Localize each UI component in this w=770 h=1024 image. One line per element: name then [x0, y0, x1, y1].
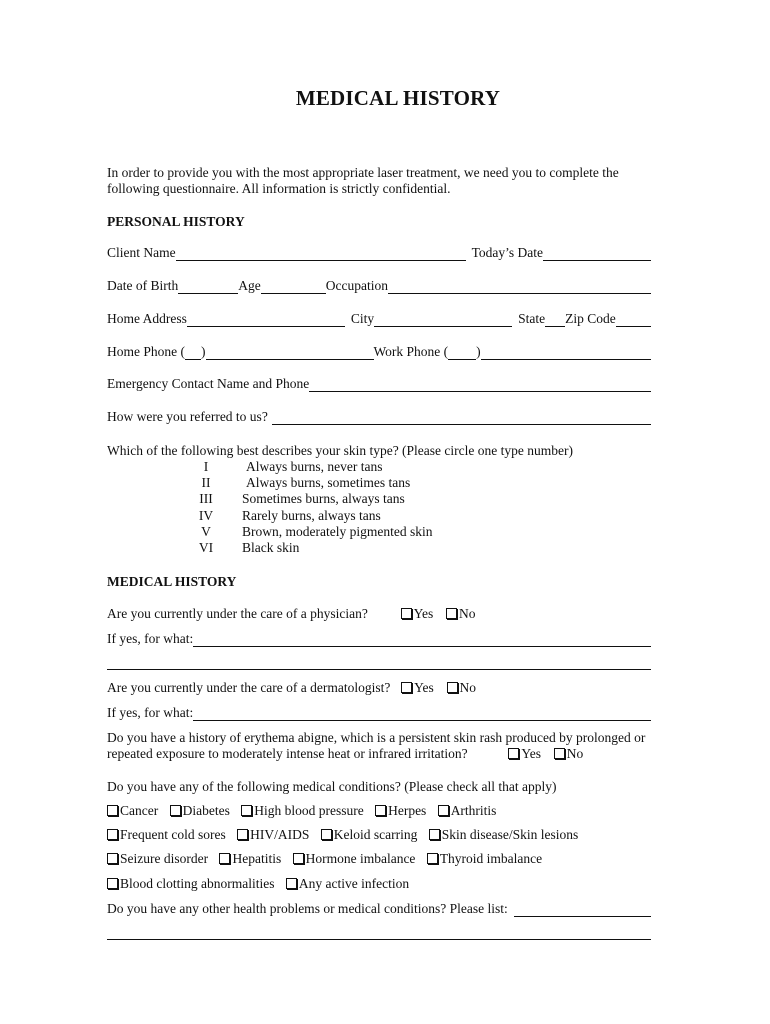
- condition-option[interactable]: [429, 827, 579, 843]
- condition-option[interactable]: [321, 827, 418, 843]
- home-phone-paren: ): [201, 344, 206, 359]
- todays-date-field[interactable]: [543, 247, 651, 261]
- condition-label: Diabetes: [182, 803, 230, 818]
- erythema-no-checkbox[interactable]: [554, 748, 565, 759]
- condition-label: Seizure disorder: [120, 851, 209, 866]
- age-label: Age: [238, 278, 261, 293]
- page-title: MEDICAL HISTORY: [295, 86, 501, 110]
- skin-type-desc: Always burns, sometimes tans: [246, 475, 411, 490]
- physician-question-row: [107, 606, 476, 622]
- emergency-row: [107, 376, 651, 392]
- physician-question: Are you currently under the care of a physician?: [107, 606, 368, 621]
- condition-label: Thyroid imbalance: [439, 851, 543, 866]
- medical-history-heading: MEDICAL HISTORY: [107, 574, 237, 589]
- condition-label: HIV/AIDS: [250, 827, 310, 842]
- condition-label: Blood clotting abnormalities: [120, 876, 275, 891]
- referred-label: How were you referred to us?: [107, 409, 268, 424]
- condition-checkbox[interactable]: [219, 853, 230, 864]
- no-label: No: [459, 680, 477, 695]
- referred-row: [107, 409, 651, 425]
- condition-label: Keloid scarring: [333, 827, 418, 842]
- skin-type-desc: Brown, moderately pigmented skin: [242, 524, 433, 539]
- condition-option[interactable]: [427, 851, 542, 867]
- other-problems-label: Do you have any other health problems or medical conditions? Please list:: [107, 901, 508, 916]
- erythema-line-1: Do you have a history of erythema abigne, which is a persistent skin rash produced by prolonged or: [107, 730, 646, 745]
- condition-option[interactable]: [241, 803, 363, 819]
- condition-checkbox[interactable]: [438, 805, 449, 816]
- work-phone-paren: ): [476, 344, 481, 359]
- condition-option[interactable]: [107, 803, 158, 819]
- condition-label: Herpes: [388, 803, 427, 818]
- other-problems-field[interactable]: [514, 903, 651, 917]
- derm-no-checkbox[interactable]: [447, 682, 458, 693]
- state-label: State: [518, 311, 546, 326]
- condition-checkbox[interactable]: [170, 805, 181, 816]
- zip-field[interactable]: [616, 313, 651, 327]
- condition-option[interactable]: [286, 876, 409, 892]
- condition-checkbox[interactable]: [375, 805, 386, 816]
- conditions-row-3: [107, 851, 550, 867]
- work-phone-field[interactable]: [481, 346, 651, 360]
- condition-option[interactable]: [170, 803, 230, 819]
- other-problems-field-2[interactable]: [107, 939, 651, 940]
- condition-option[interactable]: [293, 851, 416, 867]
- work-phone-label: Work Phone (: [373, 344, 449, 359]
- occupation-field[interactable]: [388, 280, 651, 294]
- dob-label: Date of Birth: [107, 278, 179, 293]
- referred-field[interactable]: [272, 411, 651, 425]
- physician-ifyes-field-2[interactable]: [107, 669, 651, 670]
- derm-question-row: [107, 680, 476, 696]
- condition-checkbox[interactable]: [427, 853, 438, 864]
- address-row: [107, 311, 651, 327]
- yes-label: Yes: [413, 606, 434, 621]
- no-label: No: [459, 606, 476, 621]
- condition-checkbox[interactable]: [321, 829, 332, 840]
- if-yes-label: If yes, for what:: [107, 631, 194, 646]
- condition-checkbox[interactable]: [107, 853, 118, 864]
- condition-checkbox[interactable]: [107, 878, 118, 889]
- yes-label: Yes: [521, 746, 541, 761]
- condition-checkbox[interactable]: [107, 805, 118, 816]
- physician-no-checkbox[interactable]: [446, 608, 457, 619]
- derm-question: Are you currently under the care of a dermatologist?: [107, 680, 391, 695]
- erythema-line-2: repeated exposure to moderately intense heat or infrared irritation?: [107, 746, 468, 761]
- condition-label: High blood pressure: [254, 803, 364, 818]
- conditions-row-2: [107, 827, 586, 843]
- age-field[interactable]: [261, 280, 326, 294]
- city-label: City: [350, 311, 375, 326]
- emergency-label: Emergency Contact Name and Phone: [107, 376, 310, 391]
- state-field[interactable]: [545, 313, 565, 327]
- home-address-label: Home Address: [107, 311, 187, 326]
- intro-line-2: following questionnaire. All information is strictly confidential.: [107, 181, 451, 196]
- client-name-row: [107, 245, 651, 261]
- conditions-row-4: [107, 876, 417, 892]
- condition-option[interactable]: [219, 851, 281, 867]
- home-phone-field[interactable]: [206, 346, 374, 360]
- condition-checkbox[interactable]: [241, 805, 252, 816]
- condition-label: Hepatitis: [232, 851, 282, 866]
- skin-type-desc: Rarely burns, always tans: [242, 508, 381, 523]
- condition-option[interactable]: [107, 851, 208, 867]
- zip-label: Zip Code: [565, 311, 616, 326]
- no-label: No: [566, 746, 584, 761]
- personal-history-heading: PERSONAL HISTORY: [107, 214, 245, 229]
- condition-checkbox[interactable]: [429, 829, 440, 840]
- intro-line-1: In order to provide you with the most appropriate laser treatment, we need you to complete the: [107, 165, 619, 180]
- dob-row: [107, 278, 651, 294]
- condition-option[interactable]: [107, 876, 274, 892]
- condition-label: Hormone imbalance: [305, 851, 416, 866]
- skin-type-desc: Black skin: [242, 540, 300, 555]
- condition-checkbox[interactable]: [293, 853, 304, 864]
- intro-text: [107, 165, 619, 197]
- phone-row: [107, 344, 651, 360]
- condition-checkbox[interactable]: [286, 878, 297, 889]
- derm-yes-checkbox[interactable]: [401, 682, 412, 693]
- conditions-row-1: [107, 803, 504, 819]
- condition-label: Cancer: [120, 803, 159, 818]
- erythema-question: [107, 730, 645, 762]
- occupation-label: Occupation: [325, 278, 388, 293]
- skin-type-number[interactable]: I: [203, 459, 209, 474]
- erythema-line-2-row: [107, 746, 645, 762]
- other-problems-row: [107, 901, 651, 917]
- skin-type-number[interactable]: VI: [198, 540, 214, 555]
- client-name-label: Client Name: [107, 245, 176, 260]
- condition-option[interactable]: [237, 827, 309, 843]
- skin-type-number[interactable]: III: [199, 491, 213, 506]
- physician-ifyes-row: [107, 631, 651, 647]
- city-field[interactable]: [374, 313, 512, 327]
- client-name-field[interactable]: [176, 247, 466, 261]
- condition-label: Arthritis: [450, 803, 497, 818]
- condition-label: Frequent cold sores: [120, 827, 226, 842]
- derm-ifyes-field[interactable]: [193, 707, 651, 721]
- skin-type-number[interactable]: II: [201, 475, 211, 490]
- dob-field[interactable]: [178, 280, 238, 294]
- emergency-field[interactable]: [309, 378, 651, 392]
- condition-option[interactable]: [107, 827, 226, 843]
- skin-type-number[interactable]: V: [201, 524, 211, 539]
- skin-type-question: Which of the following best describes your skin type? (Please circle one type number): [107, 443, 573, 458]
- erythema-yes-checkbox[interactable]: [508, 748, 519, 759]
- skin-type-number[interactable]: IV: [198, 508, 214, 523]
- todays-date-label: Today’s Date: [471, 245, 544, 260]
- skin-type-list: [0, 459, 770, 559]
- conditions-question: Do you have any of the following medical conditions? (Please check all that apply): [107, 779, 557, 794]
- condition-checkbox[interactable]: [237, 829, 248, 840]
- home-phone-area-field[interactable]: [185, 346, 201, 360]
- condition-label: Any active infection: [298, 876, 410, 891]
- physician-ifyes-field[interactable]: [193, 633, 651, 647]
- derm-ifyes-row: [107, 705, 651, 721]
- home-phone-label: Home Phone (: [107, 344, 185, 359]
- skin-type-desc: Always burns, never tans: [246, 459, 383, 474]
- home-address-field[interactable]: [187, 313, 345, 327]
- yes-label: Yes: [414, 680, 434, 695]
- work-phone-area-field[interactable]: [448, 346, 476, 360]
- condition-label: Skin disease/Skin lesions: [441, 827, 579, 842]
- condition-option[interactable]: [438, 803, 497, 819]
- skin-type-desc: Sometimes burns, always tans: [242, 491, 405, 506]
- if-yes-label: If yes, for what:: [107, 705, 194, 720]
- condition-option[interactable]: [375, 803, 426, 819]
- condition-checkbox[interactable]: [107, 829, 118, 840]
- physician-yes-checkbox[interactable]: [401, 608, 412, 619]
